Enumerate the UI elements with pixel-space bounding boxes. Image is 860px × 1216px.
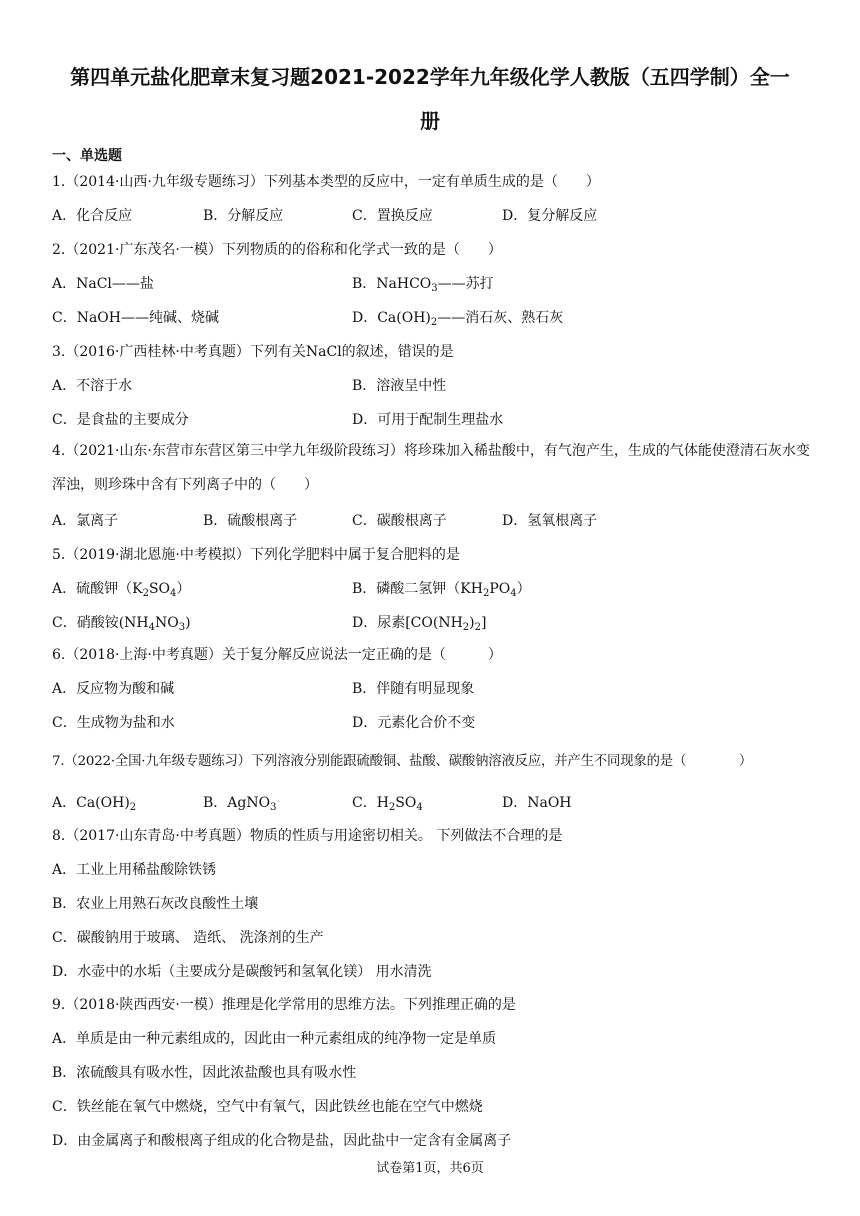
question-3-stem: 3.（2016·广西桂林·中考真题）下列有关NaCl的叙述，错误的是: [52, 344, 454, 360]
option-text: PO: [489, 581, 511, 597]
subscript: 2: [430, 317, 438, 328]
question-5-option-c: [52, 613, 191, 633]
option-text: A．硫酸钾（K: [52, 581, 143, 597]
question-1-option-c: C．置换反应: [352, 208, 433, 224]
question-7-option-b: [203, 793, 276, 813]
question-5-option-d: [352, 613, 486, 633]
subscript: 4: [148, 622, 156, 633]
subscript: 3: [431, 283, 438, 294]
subscript: 3: [270, 802, 277, 813]
question-6-option-b: B．伴随有明显现象: [352, 681, 475, 697]
option-text: ]: [481, 615, 487, 631]
question-6-option-a: A．反应物为酸和碱: [52, 681, 175, 697]
subscript: 4: [170, 588, 177, 599]
question-2-stem: 2.（2021·广东茂名·一模）下列物质的的俗称和化学式一致的是（ ）: [52, 242, 502, 258]
question-6-option-d: D．元素化合价不变: [352, 715, 476, 731]
subscript: 2: [142, 588, 149, 599]
subscript: 2: [462, 622, 470, 633]
option-text: ): [185, 615, 191, 631]
question-4-option-c: C．碳酸根离子: [352, 513, 447, 529]
option-text: B．AgNO: [203, 795, 271, 811]
subscript: 2: [388, 802, 396, 813]
question-8-stem: 8.（2017·山东青岛·中考真题）物质的性质与用途密切相关。 下列做法不合理的是: [52, 828, 563, 844]
question-3-option-c: C．是食盐的主要成分: [52, 412, 189, 428]
question-4-stem: 4.（2021·山东·东营市东营区第三中学九年级阶段练习）将珍珠加入稀盐酸中，有气泡产生，生成的气体能使澄清石灰水变浑浊，则珍珠中含有下列离子中的（ ）: [52, 443, 810, 493]
subscript: 2: [129, 802, 137, 813]
question-7-option-d: D．NaOH: [502, 795, 572, 811]
question-7-option-a: [52, 793, 136, 813]
page-footer: 试卷第1页，共6页: [376, 1161, 484, 1176]
question-9-option-d: D．由金属离子和酸根离子组成的化合物是盐，因此盐中一定含有金属离子: [52, 1133, 512, 1149]
question-9-stem: 9.（2018·陕西西安·一模）推理是化学常用的思维方法。下列推理正确的是: [52, 997, 516, 1013]
option-text: B．NaHCO: [352, 276, 432, 292]
question-8-option-b: B．农业上用熟石灰改良酸性土壤: [52, 896, 259, 912]
option-text: D．尿素[CO(NH: [352, 615, 463, 631]
question-5-option-b: [352, 579, 531, 599]
option-text: ——苏打: [437, 276, 494, 292]
subscript: 2: [474, 622, 482, 633]
question-9-option-c: C．铁丝能在氧气中燃烧，空气中有氧气，因此铁丝也能在空气中燃烧: [52, 1099, 483, 1115]
question-2-option-c: C．NaOH——纯碱、烧碱: [52, 310, 219, 326]
question-7-option-c: [352, 793, 423, 813]
question-1-option-d: D．复分解反应: [502, 208, 598, 224]
question-5-option-a: [52, 579, 190, 599]
question-1-option-b: B．分解反应: [203, 208, 284, 224]
question-1-option-a: A．化合反应: [52, 208, 133, 224]
option-text: SO: [148, 581, 171, 597]
question-4-option-a: A．氯离子: [52, 513, 119, 529]
question-2-option-b: [352, 274, 494, 294]
question-6-option-c: C．生成物为盐和水: [52, 715, 175, 731]
question-1-stem: 1.（2014·山西·九年级专题练习）下列基本类型的反应中，一定有单质生成的是（ ）: [52, 174, 600, 190]
question-6-stem: 6.（2018·上海·中考真题）关于复分解反应说法一定正确的是（ ）: [52, 647, 502, 663]
option-text: SO: [395, 795, 417, 811]
option-text: ）: [176, 581, 191, 597]
question-8-option-a: A．工业上用稀盐酸除铁锈: [52, 862, 217, 878]
option-text: ）: [516, 581, 531, 597]
question-8-option-c: C．碳酸钠用于玻璃、 造纸、 洗涤剂的生产: [52, 930, 324, 946]
subscript: 3: [178, 622, 186, 633]
question-2-option-a: A．NaCl——盐: [52, 276, 154, 292]
question-2-option-d: [352, 308, 563, 328]
question-5-stem: 5.（2019·湖北恩施·中考模拟）下列化学肥料中属于复合肥料的是: [52, 547, 460, 563]
option-text: B．磷酸二氢钾（KH: [352, 581, 483, 597]
question-3-option-d: D．可用于配制生理盐水: [352, 412, 504, 428]
question-9-option-b: B．浓硫酸具有吸水性，因此浓盐酸也具有吸水性: [52, 1065, 357, 1081]
question-9-option-a: A．单质是由一种元素组成的，因此由一种元素组成的纯净物一定是单质: [52, 1031, 497, 1047]
option-text: NO: [155, 615, 179, 631]
subscript: 2: [482, 588, 490, 599]
question-8-option-d: D．水壶中的水垢（主要成分是碳酸钙和氢氧化镁） 用水清洗: [52, 964, 432, 980]
document-title-line-2: 册: [420, 109, 440, 133]
option-text: C．H: [352, 795, 389, 811]
subscript: 4: [510, 588, 517, 599]
question-3-option-a: A．不溶于水: [52, 378, 133, 394]
question-7-stem: 7.（2022·全国·九年级专题练习）下列溶液分别能跟硫酸铜、盐酸、碳酸钠溶液反应，并产生不同现象的是（ ）: [52, 754, 753, 769]
option-text: ——消石灰、熟石灰: [437, 310, 564, 326]
document-title-line-1: 第四单元盐化肥章末复习题2021-2022学年九年级化学人教版（五四学制）全一: [70, 65, 790, 89]
section-heading: 一、单选题: [52, 148, 122, 164]
option-text: C．硝酸铵(NH: [52, 615, 149, 631]
option-text: ): [469, 615, 475, 631]
question-4-option-b: B．硫酸根离子: [203, 513, 298, 529]
option-text: D．Ca(OH): [352, 310, 431, 326]
question-4-option-d: D．氢氧根离子: [502, 513, 598, 529]
subscript: 4: [416, 802, 423, 813]
question-3-option-b: B．溶液呈中性: [352, 378, 447, 394]
option-text: A．Ca(OH): [52, 795, 130, 811]
